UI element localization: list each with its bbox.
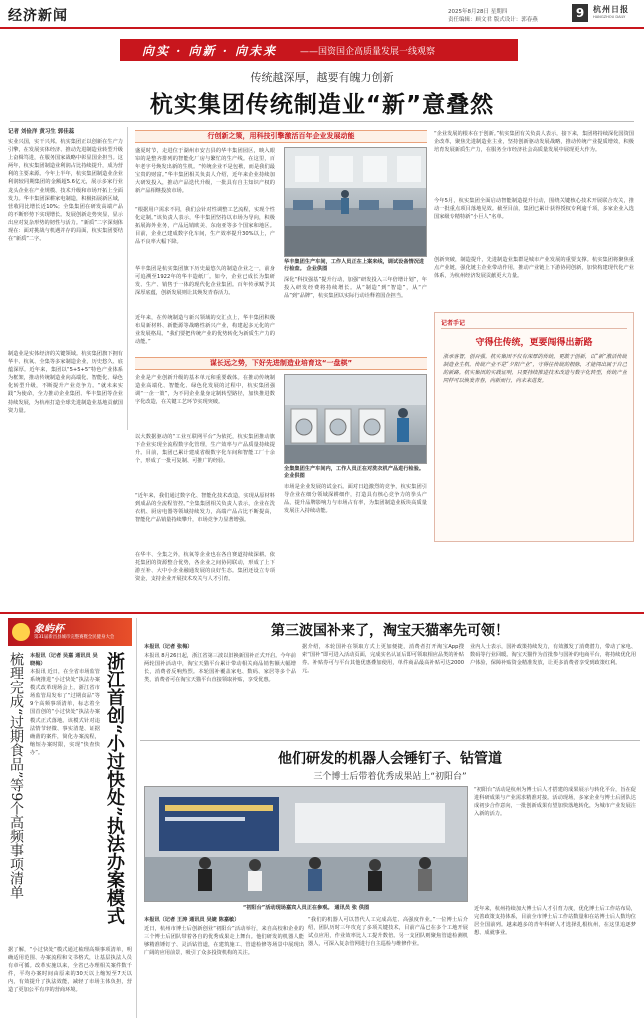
article-body-x: “初阳台”活动是杭州为博士后人才搭建的成果展示与转化平台，旨在促进科研成果与产业需求精准对接。活动现场，多家企业与博士后团队达成初步合作意向，一批创新成果有望加快落地转化，为城市产业发展注入新的活力。 xyxy=(474,787,636,818)
robot-headline: 他们研发的机器人会锤钉子、钻管道 xyxy=(278,751,502,767)
vertical-subtitle: 梳理完成“过期食品”等9个高频事项清单 xyxy=(8,652,24,900)
lead-kicker: 传统越深厚，越要有魄力创新 xyxy=(250,71,394,84)
lead-rule xyxy=(10,121,634,122)
article-body-i: “近年来，我们通过数字化、智能化技术改造，实现从原材料到成品的全流程管控。”全集集团相关负责人表示，企业在洗衣机、厨房电器等领域持续发力，高端产品占比不断提高，智能化产品销量持续攀升，市场竞争力显著增强。 xyxy=(135,493,275,524)
banner-tagline: ——国资国企高质量发展一线观察 xyxy=(300,47,436,57)
photo-3-caption: 全集集团生产车间内，工作人员正在对洗衣机产品进行检验。 企业供图 xyxy=(284,466,425,479)
article-body-d: “根据用户需求不同，我们会针对性调整工艺流程，实现个性化定制。”该负责人表示，华丰集团坚持以市场为导向，积极拓展海外业务，产品远销欧美、东南亚等多个国家和地区。目前，企业已建成数字化车间，生产效率提升30%以上，产品不良率大幅下降。 xyxy=(135,207,275,246)
ad-brand: 象屿杯 xyxy=(34,624,64,635)
robot-subhead: 三个博士后带着优秀成果站上“初阳台” xyxy=(313,772,467,782)
subhead-1: 行创新之策，用科技引擎激活百年企业发展动能 xyxy=(135,130,427,143)
masthead-rule xyxy=(0,27,644,29)
article-body-s: 本报讯 8月26日起，浙江省第三波以旧换新国补正式开启。今年前两轮国补活动中，淘宝天猫平台累计带动相关商品销售额大幅增长，消费者反响热烈。本轮国补覆盖家电、数码、家居等多个品类，消费者可在淘宝天猫平台直接领取补贴，享受优惠。 xyxy=(144,653,296,684)
photo-1-caption: 华丰集团生产车间，工作人员正在上案来线，调试设备情况进行检查。 企业供图 xyxy=(284,259,425,272)
article-body-t: 据介绍，本轮国补在领取方式上更加便捷，消费者打开淘宝App搜索“国补”即可进入活动页面，完成实名认证后即可领取相应品类的补贴券。补贴券可与平台其他优惠叠加使用，单件商品最高补贴可达2000元。 xyxy=(302,644,464,675)
article-body-g: 企业是产业创新升级的基本单元和重要载体。在推动传统制造业高端化、智能化、绿色化发展的过程中，杭实集团强调“一企一策”，为不同企业量身定制转型路径，加快推进数字化改造，在关键工艺环节实现突破。 xyxy=(135,375,275,406)
meeting-hall-illustration xyxy=(145,787,468,902)
column-divider xyxy=(127,127,128,430)
column-divider-lower xyxy=(136,618,137,1018)
masthead xyxy=(0,0,644,30)
article-body-v: 近日，杭州市博士后创新创业“初阳台”活动举行，来自高校和企业的三个博士后团队带着各自的优秀成果走上舞台。他们研发的机器人能够精准锤钉子、灵活钻管道，在建筑施工、管道检修等场景中展现出广阔的应用前景，吸引了众多投资机构的关注。 xyxy=(144,926,304,957)
taobao-byline: 本报讯（记者 张梅） xyxy=(144,644,193,650)
series-banner xyxy=(120,39,518,61)
event-photo-caption: “初阳台”活动现场嘉宾人员正在参观。 通讯员 张 供图 xyxy=(242,905,370,911)
article-body-m: 今年5月，杭实集团全面启动智能制造提升行动，围绕关键核心技术开展联合攻关，推动一批重点项目落地见效。截至目前，集团已累计获得授权专利逾千项，多家企业入选国家级专精特新“小巨人”名单。 xyxy=(434,198,634,221)
banner-slogan: 向实 · 向新 · 向未来 xyxy=(142,44,278,58)
lead-byline: 记者 刘俭洋 黄习生 郭佳蕊 xyxy=(8,129,75,135)
commentary-body: 浙承客智，创百强。杭实集团不仅有深厚的传统，更敢于创新，以“新”激活传统制造业生机。传统产业不是“夕阳产业”，守得住传统的根脉，才能闯出属于自己的新路。杭实集团的实践证明，只要持续推进技术改造与数字化转型，传统产业同样可以焕发青春，向新而行，向未来进发。 xyxy=(443,354,627,385)
taobao-headline: 第三波国补来了，淘宝天猫率先可领！ xyxy=(271,623,509,639)
article-body-e: 华丰集团是杭实集团旗下历史最悠久的制造企业之一，前身可追溯至1922年的华丰造纸厂。如今，企业已成长为集研发、生产、销售于一体的现代化企业集团。百年传承赋予其深厚底蕴，创新发展则让其焕发青春活力。 xyxy=(135,266,275,297)
article-body-u: 业内人士表示，国补政策持续发力，有效激发了消费潜力，带动了家电、数码等行业回暖。淘宝天猫作为首批参与国补的电商平台，将持续优化用户体验，保障补贴资金精准发放，让更多消费者享受到政策红利。 xyxy=(470,644,636,667)
article-body-q: 据了解，“小过快处”模式通过梳理高频事项清单，明确适用范围、办案流程和文书格式，让基层执法人员有章可循。改革实施以来，全省已办理相关案件数千件，平均办案时间由原来的30天以上缩短至7天以内，有效提升了执法效能，减轻了市场主体负担，营造了更加公平有序的营商环境。 xyxy=(8,947,132,994)
story-rule xyxy=(140,740,640,741)
factory-photo-2 xyxy=(284,374,427,464)
ad-badge-icon xyxy=(12,623,30,641)
commentary-title: 守得住传统，更要闯得出新路 xyxy=(475,338,593,348)
article-body-n: 市场是企业发展的试金石。面对日趋激烈的竞争，杭实集团引导企业在细分领域深耕细作，打造具有核心竞争力的拳头产品，提升品牌影响力与市场占有率，为集团制造业板块高质量发展注入持续动能。 xyxy=(284,484,427,515)
page-number: 9 xyxy=(572,4,588,22)
factory-photo-1 xyxy=(284,147,427,257)
lead-headline: 杭实集团传统制造业“新”意叠然 xyxy=(149,92,495,118)
article-body-h: 以大数据驱动的“工业互联网平台”为依托，杭实集团推动旗下企业实现全流程数字化管理，生产效率与产品质量持续提升。目前，集团已累计建成省级数字化车间和智能工厂十余个，形成了一批可复制、可推广的经验。 xyxy=(135,434,275,465)
subhead-2: 谋长远之势，下好先进制造业培育这“一盘棋” xyxy=(135,357,427,370)
vertical-title: 浙江首创“小过快处”执法办案模式 xyxy=(104,652,125,925)
paper-name: 杭州日报 xyxy=(593,4,629,14)
article-body-k: “企业发展的根本在于创新。”杭实集团有关负责人表示，接下来，集团将持续深化国资国企改革，聚焦先进制造业主业，坚持创新驱动发展战略，推动传统产业提质增效，积极培育发展新质生产力，在服务全市经济社会高质量发展中展现更大作为。 xyxy=(434,131,634,154)
robot-byline: 本报讯（记者 王涛 通讯员 吴婕 陈嘉敏） xyxy=(144,917,240,923)
washing-machine-line-illustration xyxy=(285,375,427,464)
article-body-y: 近年来，杭州持续加大博士后人才引育力度，优化博士后工作站布局，完善政策支持体系，目前全市博士后工作站数量和在站博士后人数均位居全国前列。越来越多的青年科研人才选择扎根杭州，在这里追逐梦想、成就事业。 xyxy=(474,906,636,937)
commentary-label: 记者手记 xyxy=(441,320,466,327)
article-body-l: 深化“科技强基”提升行动，加强“研发投入三年倍增计划”，年投入研发经费将持续增长。从“制造”到“智造”，从“产品”到“品牌”，杭实集团以实际行动诠释着国企担当。 xyxy=(284,277,427,300)
article-body-f: 近年来，在传统制造与新兴领域的交汇点上，华丰集团积极布局新材料、新能源等战略性新兴产业，构建起多元化的产业发展格局。“我们要把传统产业的优势转化为新质生产力的动能。” xyxy=(135,315,275,346)
commentary-box xyxy=(434,312,634,542)
vertical-byline: 本报讯（记者 吴嘉 通讯员 吴晓梅） xyxy=(30,653,98,667)
paper-name-en: HANGZHOU DAILY xyxy=(593,15,626,19)
article-body-o: 创新突破，制造提升，先进制造业集群是城市产业发展的重要支撑。杭实集团将聚焦重点产业链，强化链主企业带动作用，推动产业链上下游协同创新，加快构建现代化产业体系，为杭州经济发展贡献更大力量。 xyxy=(434,257,634,280)
article-body-c: 盛夏时节，走进位于湖州市安吉县的华丰集团园区，映入眼帘的是整齐排列的智能化厂房与繁忙的生产线。在这里，百年老字号焕发出新的生机。“传统企业不是包袱，而是我们最宝贵的财富。”华丰集团相关负责人介绍，近年来企业持续加大研发投入，推动产品迭代升级，一批具有自主知识产权的新产品相继投放市场。 xyxy=(135,148,275,195)
article-body-b: 制造业是实体经济的关键领域。杭实集团旗下拥有华丰、杭氧、全集等多家制造企业，历史悠久、底蕴深厚。近年来，集团以“5+5+5”特色产业体系为框架，推动传统制造业向高端化、智能化、绿色化转型升级，不断提升产业竞争力。“就未来实践”为使命，全力推动企业集团、华丰集团等企业持续发展，为杭州打造全球先进制造业基地贡献国资力量。 xyxy=(8,351,123,414)
article-body-j: 在华丰、全集之外，杭氧等企业也在各自赛道持续深耕。依托集团的资源整合优势，各企业之间协同联动，形成了上下游互补、大中小企业融通发展的良好生态。集团还设立专项资金，支持企业开展技术攻关与人才引育。 xyxy=(135,552,275,583)
article-body-a: 实业兴国，实干兴邦。杭实集团正以创新在生产力引擎，在发展实体经济、推动先进制造业转型升级上奋楫笃进，在服务国家战略中彰显国企担当。这两年，杭实集团制造业利润占比持续提升，成为营利的主要来源。今年上半年，杭实集团制造业企业利润较同期集团的金额超5.6亿元，展示多家行业龙头企业在产业规模、技术升级和市场开拓上全面发力。华丰集团深耕家电制造，积极拓展新区域，营收同比增长近10%；全集集团在研发高端产品的不断形势下实现增长。发展创新走势突显，显示出应对复杂形势的韧性与活力。“新质”二字深刻体现在：面对挑战与机遇并存的局面，杭实集团要结在“新质”二字。 xyxy=(8,139,123,243)
ad-subtitle: 第31届新昌县城市完整赛暨全民健身大会 xyxy=(34,635,115,640)
article-body-w: “我们的机器人可以替代人工完成高危、高强度作业。”一位博士后介绍，团队历时三年攻克了多项关键技术，目前产品已在多个工地开展试点应用，作业效率比人工提升数倍。另一支团队则聚焦管道检测机器人，可深入复杂管网进行自主巡检与维修作业。 xyxy=(308,917,468,948)
production-line-illustration xyxy=(285,148,427,257)
commentary-rule xyxy=(441,328,627,329)
editor-credit: 责任编辑：顾文君 版式设计：郭春燕 xyxy=(448,17,538,23)
section-title: 经济新闻 xyxy=(8,8,68,24)
ad-box xyxy=(8,618,132,646)
event-photo xyxy=(144,786,468,902)
section-separator xyxy=(0,612,644,614)
issue-date: 2025年8月28日 星期四 xyxy=(448,9,508,15)
article-body-p: 本报讯 近日，在全省市场监管系统推进“小过快处”执法办案模式改革现场会上，浙江省市场监管局发布了“过期食品”等9个高频事项清单，标志着全国首创的“小过快处”执法办案模式正式落地。该模式针对违法情节轻微、事实清楚、证据确凿的案件，简化办案流程，缩短办案时限，实现“快查快办”。 xyxy=(30,669,100,756)
